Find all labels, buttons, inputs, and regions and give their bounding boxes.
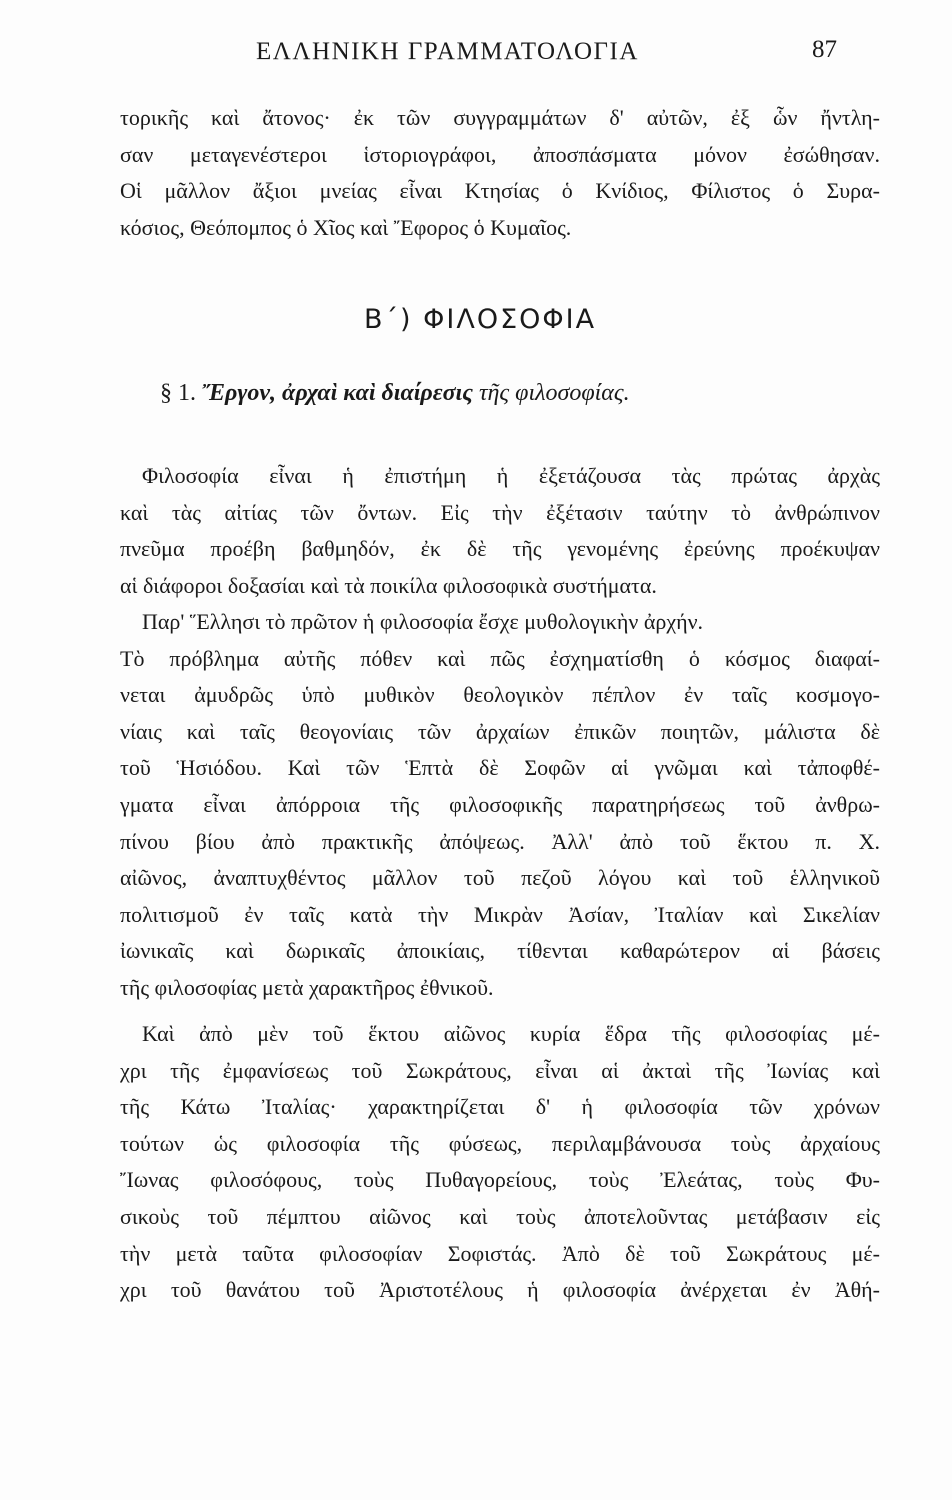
paragraph-definition <box>120 458 880 604</box>
text-line: Τὸ πρόβλημα αὐτῆς πόθεν καὶ πῶς ἐσχηματίσθη ὁ κόσμος διαφαί- <box>120 645 880 671</box>
subsection-number: § 1. <box>160 380 196 406</box>
text-line: Παρ' Ἕλλησι τὸ πρῶτον ἡ φιλοσοφία ἔσχε μυθολογικὴν ἀρχήν. <box>142 609 704 634</box>
subsection-title-main: Ἔργον, ἀρχαὶ καὶ διαίρεσις <box>202 380 473 406</box>
text-line: πίνου βίου ἀπὸ πρακτικῆς ἀπόψεως. Ἀλλ' ἀπὸ τοῦ ἕκτου π. Χ. <box>120 828 880 854</box>
text-line: τῆς Κάτω Ἰταλίας· χαρακτηρίζεται δ' ἡ φιλοσοφία τῶν χρόνων <box>120 1094 880 1120</box>
running-head: ΕΛΛΗΝΙΚΗ ΓΡΑΜΜΑΤΟΛΟΓΙΑ <box>256 38 639 65</box>
text-line: κόσιος, Θεόπομπος ὁ Χῖος καὶ Ἔφορος ὁ Κυμαῖος. <box>120 214 572 240</box>
text-line: Ἴωνας φιλοσόφους, τοὺς Πυθαγορείους, τοὺς Ἐλεάτας, τοὺς Φυ- <box>120 1167 880 1193</box>
paragraph-periods <box>120 1016 880 1309</box>
text-line: τούτων ὡς φιλοσοφία τῆς φύσεως, περιλαμβάνουσα τοὺς ἀρχαίους <box>120 1130 880 1156</box>
text-line: χρι τοῦ θανάτου τοῦ Ἀριστοτέλους ἡ φιλοσοφία ἀνέρχεται ἐν Ἀθή- <box>120 1277 880 1303</box>
text-line: σαν μεταγενέστεροι ἱστοριογράφοι, ἀποσπάσματα μόνον ἐσώθησαν. <box>120 141 880 167</box>
page-number: 87 <box>812 36 837 63</box>
section-title: Β΄) ΦΙΛΟΣΟΦΙΑ <box>364 304 597 335</box>
text-line: αἱ διάφοροι δοξασίαι καὶ τὰ ποικίλα φιλοσοφικὰ συστήματα. <box>120 572 657 598</box>
subsection-title <box>160 380 630 407</box>
text-line: πνεῦμα προέβη βαθμηδόν, ἐκ δὲ τῆς γενομένης ἐρεύνης προέκυψαν <box>120 536 880 562</box>
text-line: τορικῆς καὶ ἄτονος· ἐκ τῶν συγγραμμάτων δ' αὐτῶν, ἐξ ὧν ἤντλη- <box>120 105 880 130</box>
text-line: Φιλοσοφία εἶναι ἡ ἐπιστήμη ἡ ἐξετάζουσα τὰς πρώτας ἀρχὰς <box>142 463 880 488</box>
text-line: σικοὺς τοῦ πέμπτου αἰῶνος καὶ τοὺς ἀποτελοῦντας μετάβασιν εἰς <box>120 1203 880 1229</box>
text-line: τῆς φιλοσοφίας μετὰ χαρακτῆρος ἐθνικοῦ. <box>120 974 494 1000</box>
text-line: γματα εἶναι ἀπόρροια τῆς φιλοσοφικῆς παρατηρήσεως τοῦ ἀνθρω- <box>120 791 880 817</box>
text-line: ἰωνικαῖς καὶ δωρικαῖς ἀποικίαις, τίθενται καθαρώτερον αἱ βάσεις <box>120 938 880 964</box>
text-line: πολιτισμοῦ ἐν ταῖς κατὰ τὴν Μικρὰν Ἀσίαν, Ἰταλίαν καὶ Σικελίαν <box>120 901 880 927</box>
text-line: αἰῶνος, ἀναπτυχθέντος μᾶλλον τοῦ πεζοῦ λόγου καὶ τοῦ ἑλληνικοῦ <box>120 865 880 891</box>
text-line: τὴν μετὰ ταῦτα φιλοσοφίαν Σοφιστάς. Ἀπὸ δὲ τοῦ Σωκράτους μέ- <box>120 1240 880 1266</box>
text-line: τοῦ Ἡσιόδου. Καὶ τῶν Ἑπτὰ δὲ Σοφῶν αἱ γνῶμαι καὶ τἀποφθέ- <box>120 755 880 781</box>
subsection-title-rest: τῆς φιλοσοφίας. <box>478 380 630 406</box>
intro-paragraph <box>120 100 880 246</box>
text-line: Οἱ μᾶλλον ἄξιοι μνείας εἶναι Κτησίας ὁ Κνίδιος, Φίλιστος ὁ Συρα- <box>120 178 880 204</box>
text-line: καὶ τὰς αἰτίας τῶν ὄντων. Εἰς τὴν ἐξέτασιν ταύτην τὸ ἀνθρώπινον <box>120 499 880 525</box>
text-line: νίαις καὶ ταῖς θεογονίαις τῶν ἀρχαίων ἐπικῶν ποιητῶν, μάλιστα δὲ <box>120 718 880 744</box>
text-line: χρι τῆς ἐμφανίσεως τοῦ Σωκράτους, εἶναι αἱ ἀκταὶ τῆς Ἰωνίας καὶ <box>120 1057 880 1083</box>
paragraph-origins <box>120 604 880 1007</box>
text-line: Καὶ ἀπὸ μὲν τοῦ ἕκτου αἰῶνος κυρία ἕδρα τῆς φιλοσοφίας μέ- <box>142 1021 880 1046</box>
text-line: νεται ἀμυδρῶς ὑπὸ μυθικὸν θεολογικὸν πέπλον ἐν ταῖς κοσμογο- <box>120 682 880 708</box>
